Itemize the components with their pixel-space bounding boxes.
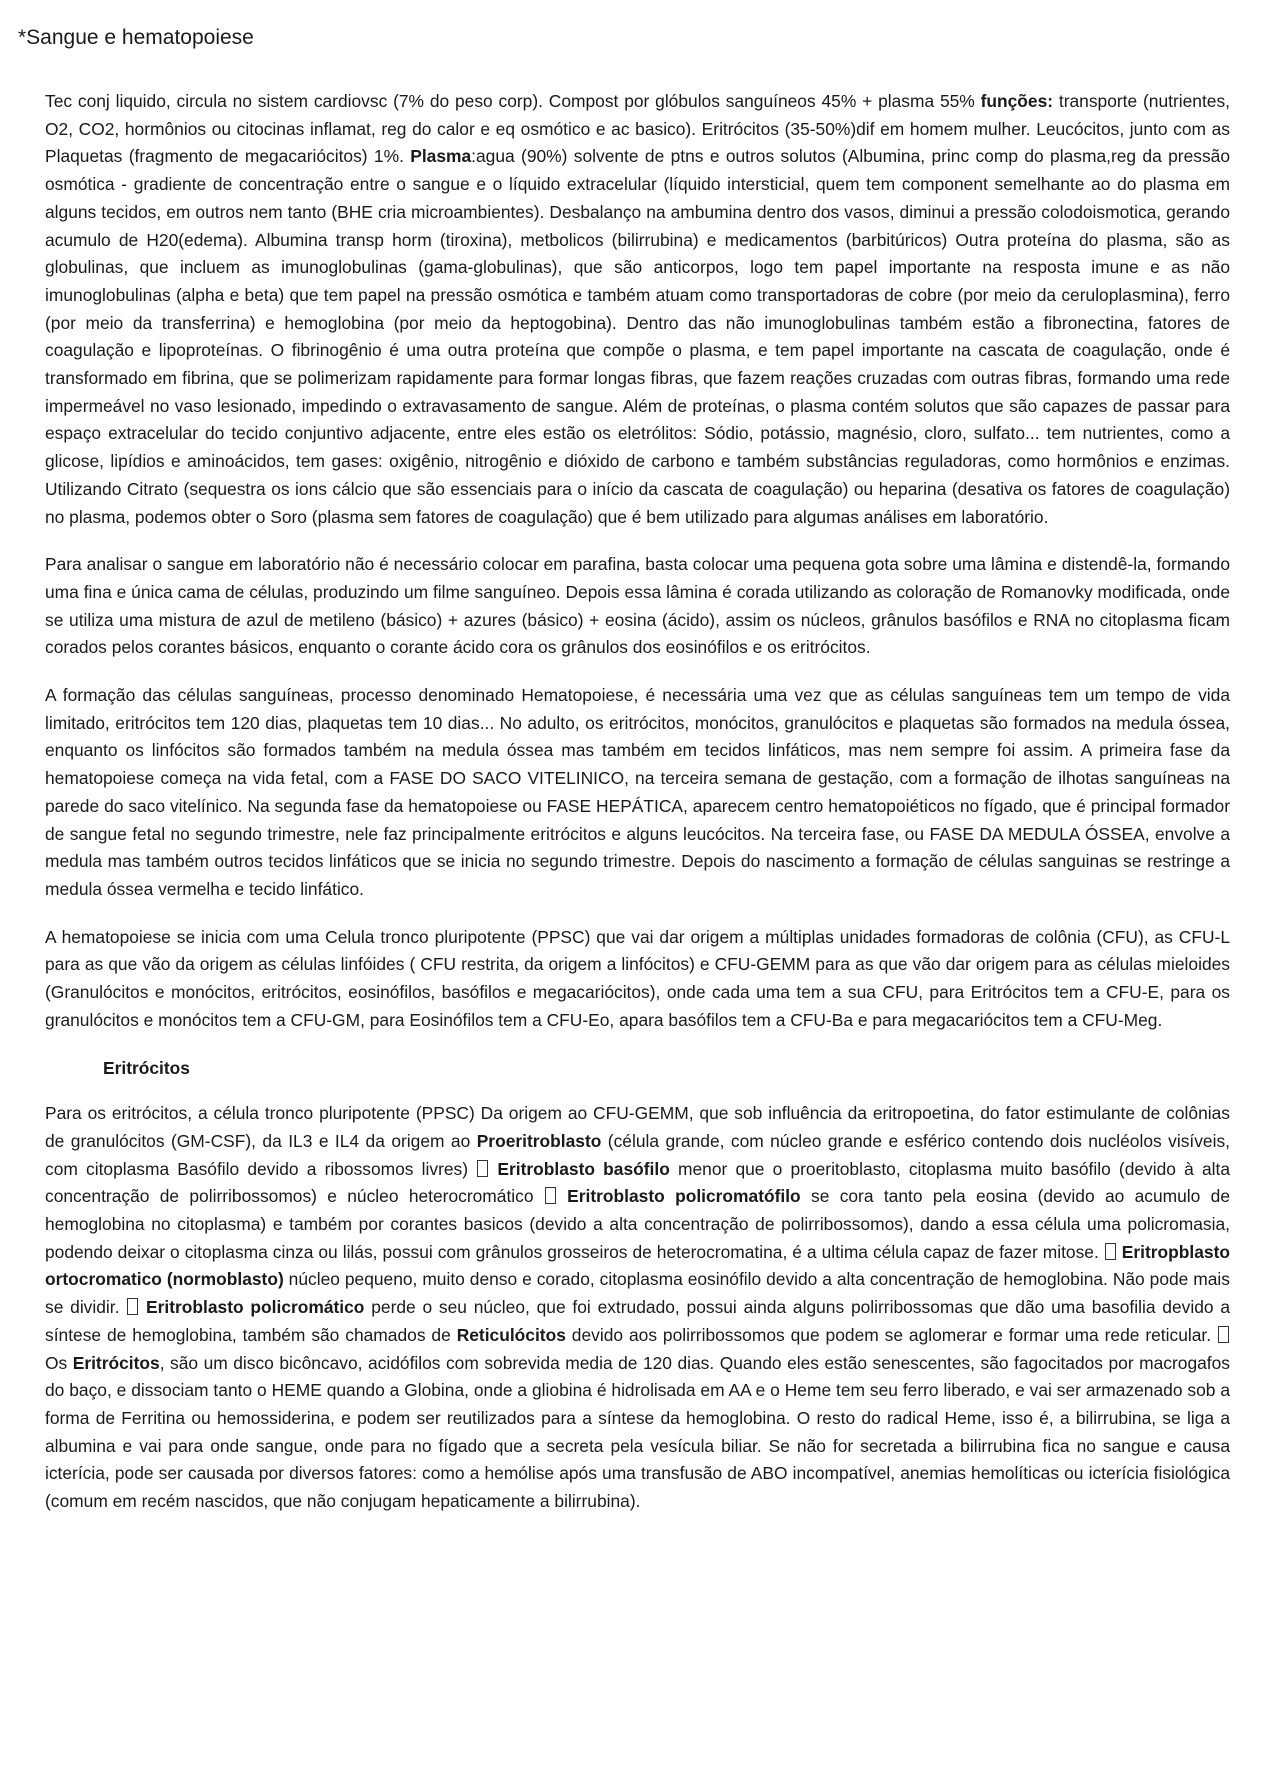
- text-run: Tec conj liquido, circula no sistem cardiovsc (7% do peso corp). Compost por glóbulos sanguíneos 45% + plasma 55%: [45, 91, 981, 111]
- arrow-icon: [127, 1298, 138, 1315]
- text-run: , são um disco bicôncavo, acidófilos com sobrevida media de 120 dias. Quando eles estão senescentes, são fagocitados por macrogafos do baço, e dissociam tanto o HEME quando a Globina, onde a gliobina é hidrolisada em AA e o Heme tem seu ferro liberado, e vai ser armazenado sob a forma de Ferritina ou hemossiderina, e podem ser reutilizados para a síntese da hemoglobina. O resto do radical Heme, isso é, a bilirrubina, se liga a albumina e vai para onde sangue, onde para no fígado que a secreta pela vesícula biliar. Se não for secretada a bilirrubina fica no sangue e causa icterícia, pode ser causada por diversos fatores: como a hemólise após uma transfusão de ABO incompatível, anemias hemolíticas ou icterícia fisiológica (comum em recém nascidos, que não conjugam hepaticamente a bilirrubina).: [45, 1352, 1231, 1512]
- text-run: :agua (90%) solvente de ptns e outros solutos (Albumina, princ comp do plasma,reg da pressão osmótica - gradiente de concentração entre o sangue e o líquido extracelular (líquido intersticial, quem tem component semelhante ao do plasma em alguns tecidos, em outros nem tanto (BHE cria microambientes). Desbalanço na ambumina dentro dos vasos, diminui a pressão colodoismotica, gerando acumulo de H20(edema). Albumina transp horm (tiroxina), metbolicos (bilirrubina) e medicamentos (barbitúricos) Outra proteína do plasma, são as globulinas, que incluem as imunoglobulinas (gama-globulinas), que são anticorpos, logo tem papel importante na resposta imune e as não imunoglobulinas (alpha e beta) que tem papel na pressão osmótica e também atuam como transportadoras de cobre (por meio da ceruloplasmina), ferro (por meio da transferrina) e hemoglobina (por meio da heptogobina). Dentro das não imunoglobulinas também estão a fibronectina, fatores de coagulação e lipoproteínas. O fibrinogênio é uma outra proteína que compõe o plasma, e tem papel importante na cascata de coagulação, onde é transformado em fibrina, que se polimerizam rapidamente para formar longas fibras, que fazem reações cruzadas com outras fibras, formando uma rede impermeável no vaso lesionado, impedindo o extravasamento de sangue. Além de proteínas, o plasma contém solutos que são capazes de passar para espaço extracelular do tecido conjuntivo adjacente, entre eles estão os eletrólitos: Sódio, potássio, magnésio, cloro, sulfato... tem nutrientes, como a glicose, lipídios e aminoácidos, tem gases: oxigênio, nitrogênio e dióxido de carbono e também substâncias reguladoras, como hormônios e enzimas. Utilizando Citrato (sequestra os ions cálcio que são essenciais para o início da cascata de coagulação) ou heparina (desativa os fatores de coagulação) no plasma, podemos obter o Soro (plasma sem fatores de coagulação) que é bem utilizado para algumas análises em laboratório.: [45, 146, 1230, 527]
- bold-term: funções:: [980, 91, 1054, 111]
- text-run: devido aos polirribossomos que podem se aglomerar e formar uma rede reticular.: [565, 1324, 1217, 1345]
- page-title: *Sangue e hematopoiese: [18, 26, 254, 49]
- bold-term: Eritroblasto basófilo: [497, 1158, 670, 1179]
- arrow-icon: [1218, 1326, 1229, 1343]
- bold-term: Reticulócitos: [456, 1324, 566, 1345]
- paragraph-cfu-lineages: A hematopoiese se inicia com uma Celula tronco pluripotente (PPSC) que vai dar origem a múltiplas unidades formadoras de colônia (CFU), as CFU-L para as que vão da origem as células linfóides ( CFU restrita, da origem a linfócitos) e CFU-GEMM para as que vão dar origem para as células mieloides (Granulócitos e monócitos, eritrócitos, eosinófilos, basófilos e megacariócitos), onde cada uma tem a sua CFU, para Eritrócitos tem a CFU-E, para os granulócitos e monócitos tem a CFU-GM, para Eosinófilos tem a CFU-Eo, apara basófilos tem a CFU-Ba e para megacariócitos tem a CFU-Meg.: [45, 926, 1230, 1030]
- text-run: menor que o proeritoblasto, citoplasma muito basófilo (devido à alta concentração de polirribossomos) e núcleo heterocromático: [45, 1158, 1231, 1207]
- document-body: [45, 88, 1230, 1536]
- bold-term: Eritroblasto policromatófilo: [567, 1186, 801, 1207]
- bold-term: Eritrócitos: [72, 1352, 160, 1373]
- arrow-icon: [545, 1187, 556, 1204]
- text-run: (célula grande, com núcleo grande e esférico contendo dois nucléolos visíveis, com citoplasma Basófilo devido a ribossomos livres): [45, 1130, 1230, 1179]
- bold-term: Eritroblasto policromático: [146, 1297, 365, 1318]
- paragraph-erythropoiesis: [45, 1100, 1230, 1516]
- bold-term: Proeritroblasto: [476, 1130, 602, 1151]
- text-run: transporte (nutrientes, O2, CO2, hormônios ou citocinas inflamat, reg do calor e eq osmótico e ac basico). Eritrócitos (35-50%)dif em homem mulher. Leucócitos, junto com as Plaquetas (fragmento de megacariócitos) 1%.: [45, 91, 1230, 167]
- arrow-icon: [1105, 1243, 1116, 1260]
- bold-term: Plasma: [410, 146, 472, 167]
- arrow-icon: [477, 1160, 488, 1177]
- text-run: Os: [45, 1352, 73, 1373]
- text-run: se cora tanto pela eosina (devido ao acumulo de hemoglobina no citoplasma) e também por corantes basicos (devido a alta concentração de polirribossomos), dando a essa célula uma policromasia, podendo deixar o citoplasma cinza ou lilás, possui com grânulos grosseiros de heterocromatina, é a ultima célula capaz de fazer mitose.: [45, 1186, 1230, 1262]
- section-heading-eritrocitos: Eritrócitos: [103, 1057, 190, 1078]
- text-run: Para os eritrócitos, a célula tronco pluripotente (PPSC) Da origem ao CFU-GEMM, que sob influência da eritropoetina, do fator estimulante de colônias de granulócitos (GM-CSF), da IL3 e IL4 da origem ao: [45, 1103, 1230, 1151]
- bold-term: Eritropblasto ortocromatico (normoblasto): [45, 1241, 1230, 1290]
- text-run: núcleo pequeno, muito denso e corado, citoplasma eosinófilo devido a alta concentração de hemoglobina. Não pode mais se dividir.: [45, 1269, 1230, 1318]
- paragraph-hematopoiesis-phases: A formação das células sanguíneas, processo denominado Hematopoiese, é necessária uma vez que as células sanguíneas tem um tempo de vida limitado, eritrócitos tem 120 dias, plaquetas tem 10 dias... No adulto, os eritrócitos, monócitos, granulócitos e plaquetas são formados na medula óssea, enquanto os linfócitos são formados também na medula óssea mas também em tecidos linfáticos, mas nem sempre foi assim. A primeira fase da hematopoiese começa na vida fetal, com a FASE DO SACO VITELINICO, na terceira semana de gestação, com a formação de ilhotas sanguíneas na parede do saco vitelínico. Na segunda fase da hematopoiese ou FASE HEPÁTICA, aparecem centro hematopoiéticos no fígado, que é principal formador de sangue fetal no segundo trimestre, nele faz principalmente eritrócitos e alguns leucócitos. Na terceira fase, ou FASE DA MEDULA ÓSSEA, envolve a medula mas também outros tecidos linfáticos que se inicia no segundo trimestre. Depois do nascimento a formação de células sanguinas se restringe a medula óssea vermelha e tecido linfático.: [45, 685, 1230, 899]
- paragraph-blood-overview: [45, 88, 1230, 531]
- text-run: perde o seu núcleo, que foi extrudado, possui ainda alguns polirribossomas que dão uma basofilia devido a síntese de hemoglobina, também são chamados de: [45, 1297, 1231, 1345]
- paragraph-blood-smear: Para analisar o sangue em laboratório não é necessário colocar em parafina, basta colocar uma pequena gota sobre uma lâmina e distendê-la, formando uma fina e única cama de células, produzindo um filme sanguíneo. Depois essa lâmina é corada utilizando as coloração de Romanovky modificada, onde se utiliza uma mistura de azul de metileno (básico) + azures (básico) + eosina (ácido), assim os núcleos, grânulos basófilos e RNA no citoplasma ficam corados pelos corantes básicos, enquanto o corante ácido cora os grânulos dos eosinófilos e os eritrócitos.: [45, 554, 1230, 658]
